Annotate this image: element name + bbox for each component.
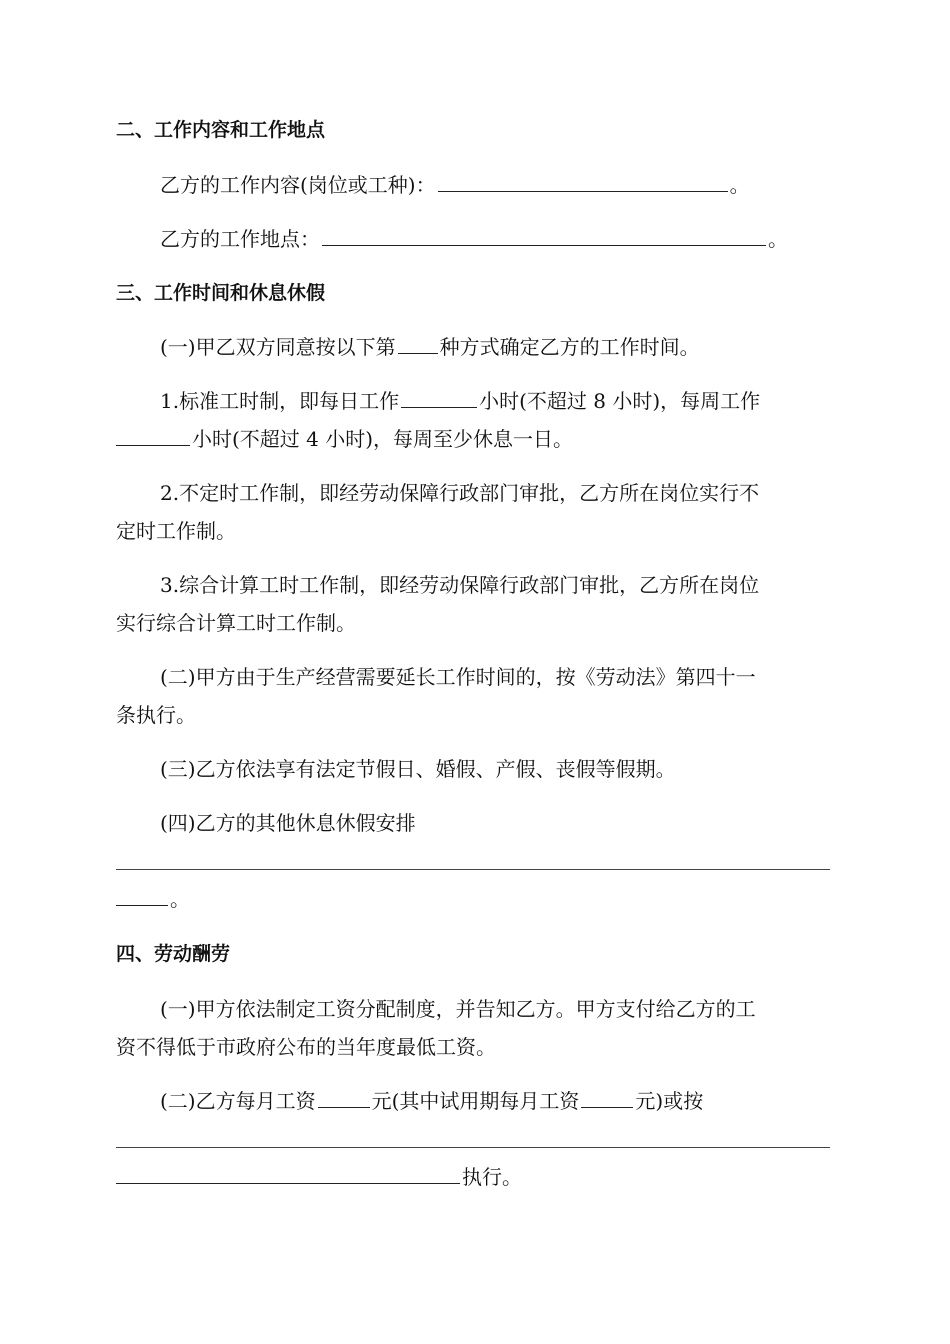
section-heading-working-hours-rest: 三、工作时间和休息休假 <box>116 282 326 304</box>
work-location-blank[interactable] <box>322 227 766 246</box>
weekly-hours-blank[interactable] <box>116 427 190 446</box>
work-content-blank[interactable] <box>438 173 728 192</box>
other-rest-blank-end <box>116 885 832 913</box>
section-heading-work-content-location: 二、工作内容和工作地点 <box>116 119 326 141</box>
paragraph-overtime-line2: 条执行。 <box>116 703 196 727</box>
work-content-label: 乙方的工作内容(岗位或工种)： <box>160 173 436 197</box>
work-location-label: 乙方的工作地点： <box>160 227 320 251</box>
probation-wage-blank[interactable] <box>581 1089 633 1108</box>
method-text-end: 种方式确定乙方的工作时间。 <box>439 335 700 359</box>
monthly-wage-text-a: (二)乙方每月工资 <box>160 1089 316 1113</box>
paragraph-overtime-line1: (二)甲方由于生产经营需要延长工作时间的，按《劳动法》第四十一 <box>160 665 756 689</box>
paragraph-flexible-hours-line2: 定时工作制。 <box>116 519 236 543</box>
method-number-blank[interactable] <box>398 335 438 354</box>
paragraph-work-hours-method <box>160 333 832 361</box>
paragraph-statutory-holidays: (三)乙方依法享有法定节假日、婚假、产假、丧假等假期。 <box>160 757 676 781</box>
daily-hours-blank[interactable] <box>401 389 477 408</box>
other-rest-blank-tail[interactable] <box>116 887 168 906</box>
wage-method-blank-line[interactable] <box>116 1147 830 1148</box>
paragraph-monthly-wage <box>160 1087 832 1115</box>
paragraph-other-rest-arrangements: (四)乙方的其他休息休假安排 <box>160 811 416 835</box>
execute-text: 执行。 <box>462 1165 522 1189</box>
paragraph-wage-system-line1: (一)甲方依法制定工资分配制度，并告知乙方。甲方支付给乙方的工 <box>160 997 756 1021</box>
period: 。 <box>170 887 190 911</box>
wage-method-blank-end <box>116 1163 832 1191</box>
standard-hours-text-a: 1.标准工时制，即每日工作 <box>160 389 400 413</box>
standard-hours-text-c: 小时(不超过 4 小时)，每周至少休息一日。 <box>192 427 574 451</box>
period: 。 <box>729 173 750 197</box>
paragraph-comprehensive-hours-line1: 3.综合计算工时工作制，即经劳动保障行政部门审批，乙方所在岗位 <box>160 573 760 597</box>
paragraph-work-content <box>160 171 832 199</box>
section-heading-labor-remuneration: 四、劳动酬劳 <box>116 943 231 965</box>
period: 。 <box>768 227 788 251</box>
monthly-wage-blank[interactable] <box>318 1089 370 1108</box>
wage-method-blank-tail[interactable] <box>116 1165 460 1184</box>
monthly-wage-text-c: 元)或按 <box>635 1089 704 1113</box>
paragraph-standard-hours-line2 <box>116 425 832 453</box>
other-rest-blank-line[interactable] <box>116 869 830 870</box>
paragraph-comprehensive-hours-line2: 实行综合计算工时工作制。 <box>116 611 356 635</box>
paragraph-wage-system-line2: 资不得低于市政府公布的当年度最低工资。 <box>116 1035 496 1059</box>
monthly-wage-text-b: 元(其中试用期每月工资 <box>371 1089 580 1113</box>
paragraph-standard-hours-line1 <box>160 387 832 415</box>
paragraph-work-location <box>160 225 832 253</box>
standard-hours-text-b: 小时(不超过 8 小时)，每周工作 <box>479 389 761 413</box>
paragraph-flexible-hours-line1: 2.不定时工作制，即经劳动保障行政部门审批，乙方所在岗位实行不 <box>160 481 760 505</box>
method-text-start: (一)甲乙双方同意按以下第 <box>160 335 396 359</box>
